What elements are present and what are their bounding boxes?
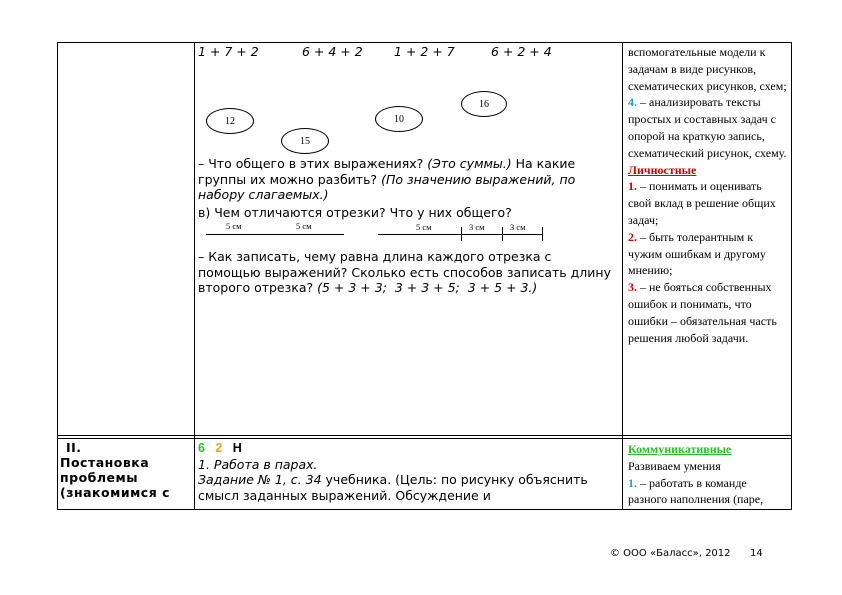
question-2: в) Чем отличаются отрезки? Что у них общего?: [198, 205, 512, 220]
level-h: Н: [232, 441, 242, 455]
segment-label: 5 см: [416, 222, 432, 232]
skill-analyze: [628, 94, 788, 161]
expressions-row: [198, 44, 618, 60]
segment-tick: [542, 227, 543, 241]
skill-number: 2.: [628, 229, 637, 244]
stage-name: Постановка проблемы (знакомимся с: [60, 455, 171, 500]
circle-12: 12: [206, 108, 254, 134]
table-row-divider-a: [57, 435, 792, 436]
circle-16: 16: [461, 91, 507, 117]
personal-skill-1: [628, 178, 788, 228]
task-description: учебника. (Цель: по рисунку объяснить смысл заданных выражений. Обсуждение и: [198, 472, 588, 503]
question-3: [198, 249, 613, 296]
table-row-divider-b: [57, 438, 792, 439]
personal-skill-2: [628, 229, 788, 279]
personal-header: Личностные: [628, 162, 697, 177]
expression-2: 6 + 4 + 2: [302, 44, 363, 59]
table-border-left: [57, 42, 58, 510]
level-markers: [198, 441, 616, 457]
page-number: 14: [750, 548, 763, 559]
footer-copyright: © ООО «Баласс», 2012: [610, 548, 731, 559]
right-column-text: [628, 44, 788, 346]
pair-work: 1. Работа в парах.: [198, 456, 318, 472]
table-divider-1: [194, 42, 195, 510]
segment-label: 5 см: [296, 221, 312, 231]
table-border-top: [57, 42, 792, 43]
circle-10: 10: [375, 106, 423, 132]
table-border-right: [791, 42, 792, 510]
segment-1: [206, 234, 344, 235]
segment-label: 5 см: [226, 221, 242, 231]
skill-text: – быть толерантным к чужим ошибкам и другому мнению;: [628, 229, 766, 278]
task-text: [198, 472, 616, 503]
question-1: [198, 156, 616, 203]
task-ref: Задание № 1, с. 34: [198, 472, 322, 487]
skill-number: 4.: [628, 95, 637, 110]
segment-label: 3 см: [469, 222, 485, 232]
personal-skill-3: [628, 279, 788, 346]
level-6: 6: [198, 441, 205, 455]
circle-15: 15: [281, 128, 329, 154]
develop-skills: Развиваем умения: [628, 458, 721, 473]
expression-4: 6 + 2 + 4: [491, 44, 552, 59]
skill-number: 1.: [628, 475, 637, 490]
skill-models: вспомогательные модели к задачам в виде рисунков, схематических рисунков, схем;: [628, 45, 787, 93]
right-column-text-2: [628, 441, 788, 508]
question-3-answer: (5 + 3 + 3; 3 + 3 + 5; 3 + 5 + 3.): [317, 280, 538, 295]
segment-tick: [461, 227, 462, 241]
skill-text: – работать в команде разного наполнения (паре,: [628, 475, 764, 507]
task-block: [198, 441, 616, 503]
skill-text: – не бояться собственных ошибок и понимать, что ошибки – обязательная часть решения любой задачи.: [628, 280, 777, 345]
table-divider-2: [622, 42, 623, 510]
skill-text: – понимать и оценивать свой вклад в решение общих задач;: [628, 179, 776, 227]
stage-number: II.: [66, 440, 82, 455]
skill-text: – анализировать тексты простых и составных задач с опорой на краткую запись, схематический рисунок, схему.: [628, 95, 787, 160]
question-1-text: – Что общего в этих выражениях?: [198, 156, 424, 171]
comm-skill-1: [628, 475, 788, 509]
table-border-bottom: [57, 509, 792, 510]
expression-1: 1 + 7 + 2: [198, 44, 259, 59]
question-1-followup-answer: (По значению выражений, по набору слагаемых.): [198, 171, 576, 202]
skill-number: 3.: [628, 280, 637, 295]
question-1-answer: (Это суммы.): [427, 156, 512, 171]
level-2: 2: [215, 441, 223, 455]
segment-tick: [502, 227, 503, 241]
question-3-text: – Как записать, чему равна длина каждого отрезка с помощью выражений? Сколько есть способов записать длину второго отрезка?: [198, 249, 611, 295]
stage-title: [60, 440, 192, 500]
expression-3: 1 + 2 + 7: [394, 44, 455, 59]
skill-number: 1.: [628, 179, 637, 194]
communicative-header: Коммуникативные: [628, 442, 732, 456]
question-1-followup: На какие группы их можно разбить?: [198, 156, 576, 187]
segment-label: 3 см: [510, 222, 526, 232]
